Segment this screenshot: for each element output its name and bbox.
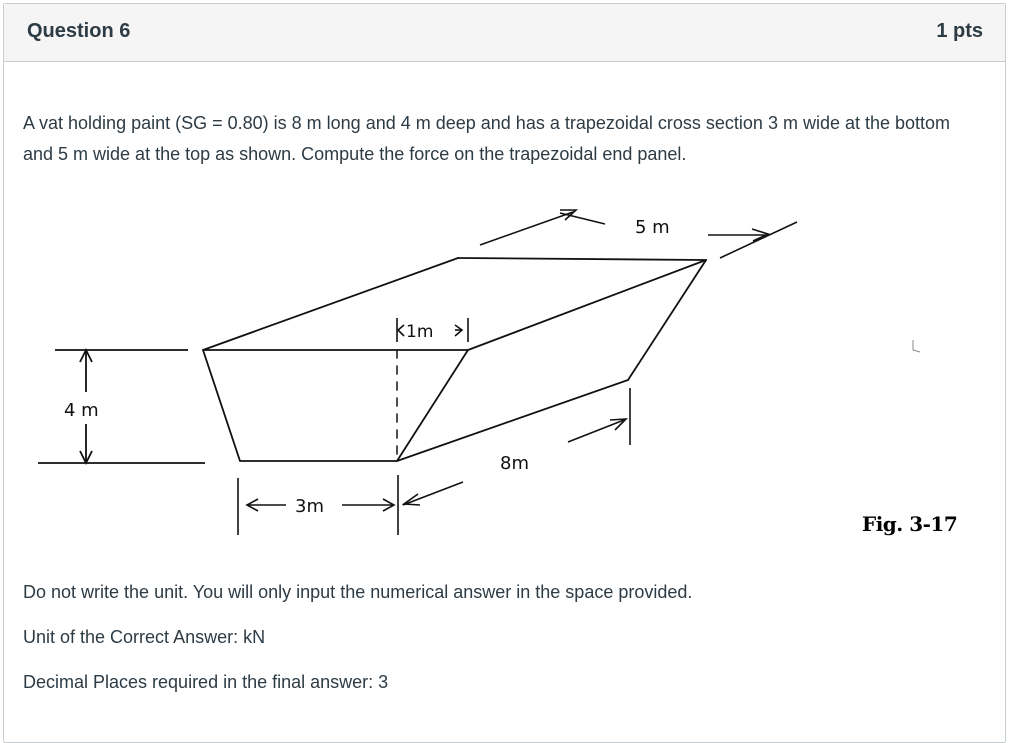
depth-label: 4 m xyxy=(64,400,99,421)
question-prompt: A vat holding paint (SG = 0.80) is 8 m long and 4 m deep and has a trapezoidal cross section 3 m wide at the bottom and 5 m wide at the top as shown. Compute the force on the trapezoidal end panel. xyxy=(23,113,951,164)
answer-unit: Unit of the Correct Answer: kN xyxy=(23,627,266,647)
top-right-edge xyxy=(468,260,706,350)
length-label: 8m xyxy=(500,453,529,474)
top-width-label: 5 m xyxy=(635,217,670,238)
question-title: Question 6 xyxy=(27,20,131,42)
decimal-places: Decimal Places required in the final answer: 3 xyxy=(23,672,389,692)
offset-label: 1m xyxy=(406,322,434,342)
question-points: 1 pts xyxy=(936,20,983,42)
question-header xyxy=(4,4,1005,62)
top-back-edge xyxy=(458,258,706,260)
vat-figure xyxy=(0,200,1011,560)
back-slant-edge xyxy=(628,260,706,380)
unit-note: Do not write the unit. You will only input the numerical answer in the space provided. xyxy=(23,582,693,602)
bottom-width-label: 3m xyxy=(295,496,324,517)
bottom-right-edge xyxy=(397,380,628,461)
figure-caption: Fig. 3-17 xyxy=(862,512,958,536)
front-end-panel xyxy=(203,350,468,461)
